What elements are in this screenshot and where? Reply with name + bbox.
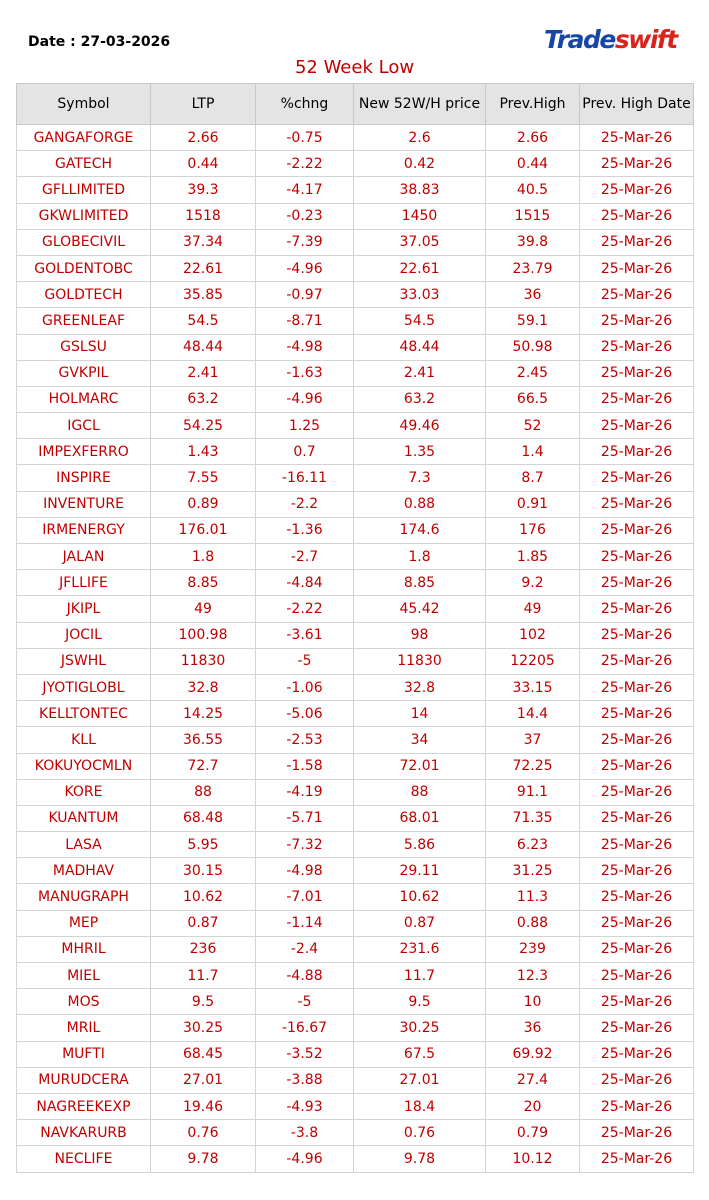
prev-high-cell: 59.1	[486, 308, 580, 334]
change-cell: 1.25	[256, 413, 354, 439]
symbol-cell: IGCL	[17, 413, 151, 439]
table-row	[17, 858, 694, 884]
ltp-cell: 54.5	[151, 308, 256, 334]
change-cell: -0.75	[256, 125, 354, 151]
new-52w-price-cell: 37.05	[354, 229, 486, 255]
column-header-prev-high: Prev.High	[486, 84, 580, 125]
symbol-cell: KUANTUM	[17, 805, 151, 831]
table-row	[17, 1120, 694, 1146]
symbol-cell: NAGREEKEXP	[17, 1093, 151, 1119]
prev-high-date-cell: 25-Mar-26	[580, 544, 694, 570]
ltp-cell: 100.98	[151, 622, 256, 648]
symbol-cell: JALAN	[17, 544, 151, 570]
ltp-cell: 8.85	[151, 570, 256, 596]
ltp-cell: 1.43	[151, 439, 256, 465]
ltp-cell: 22.61	[151, 255, 256, 281]
table-row	[17, 1146, 694, 1172]
prev-high-cell: 2.66	[486, 125, 580, 151]
table-row	[17, 439, 694, 465]
symbol-cell: MHRIL	[17, 936, 151, 962]
prev-high-cell: 36	[486, 282, 580, 308]
new-52w-price-cell: 49.46	[354, 413, 486, 439]
table-row	[17, 125, 694, 151]
table-row	[17, 1093, 694, 1119]
prev-high-cell: 0.44	[486, 151, 580, 177]
new-52w-price-cell: 32.8	[354, 674, 486, 700]
ltp-cell: 39.3	[151, 177, 256, 203]
symbol-cell: GLOBECIVIL	[17, 229, 151, 255]
symbol-cell: MRIL	[17, 1015, 151, 1041]
ltp-cell: 0.87	[151, 910, 256, 936]
new-52w-price-cell: 9.5	[354, 989, 486, 1015]
prev-high-cell: 20	[486, 1093, 580, 1119]
ltp-cell: 9.5	[151, 989, 256, 1015]
prev-high-cell: 40.5	[486, 177, 580, 203]
ltp-cell: 48.44	[151, 334, 256, 360]
prev-high-date-cell: 25-Mar-26	[580, 701, 694, 727]
prev-high-cell: 176	[486, 517, 580, 543]
ltp-cell: 1.8	[151, 544, 256, 570]
symbol-cell: JSWHL	[17, 648, 151, 674]
change-cell: -2.22	[256, 151, 354, 177]
new-52w-price-cell: 0.88	[354, 491, 486, 517]
new-52w-price-cell: 29.11	[354, 858, 486, 884]
change-cell: -1.14	[256, 910, 354, 936]
new-52w-price-cell: 33.03	[354, 282, 486, 308]
brand-logo-part1: Trade	[544, 25, 615, 54]
prev-high-cell: 12205	[486, 648, 580, 674]
prev-high-date-cell: 25-Mar-26	[580, 465, 694, 491]
prev-high-cell: 27.4	[486, 1067, 580, 1093]
prev-high-date-cell: 25-Mar-26	[580, 439, 694, 465]
change-cell: -3.8	[256, 1120, 354, 1146]
new-52w-price-cell: 72.01	[354, 753, 486, 779]
ltp-cell: 0.76	[151, 1120, 256, 1146]
ltp-cell: 10.62	[151, 884, 256, 910]
ltp-cell: 54.25	[151, 413, 256, 439]
prev-high-date-cell: 25-Mar-26	[580, 1015, 694, 1041]
new-52w-price-cell: 1450	[354, 203, 486, 229]
table-row	[17, 727, 694, 753]
symbol-cell: GANGAFORGE	[17, 125, 151, 151]
prev-high-date-cell: 25-Mar-26	[580, 832, 694, 858]
prev-high-date-cell: 25-Mar-26	[580, 413, 694, 439]
prev-high-cell: 2.45	[486, 360, 580, 386]
symbol-cell: KORE	[17, 779, 151, 805]
table-row	[17, 517, 694, 543]
table-body	[17, 125, 694, 1173]
prev-high-cell: 36	[486, 1015, 580, 1041]
change-cell: -3.88	[256, 1067, 354, 1093]
table-row	[17, 203, 694, 229]
ltp-cell: 11.7	[151, 963, 256, 989]
new-52w-price-cell: 18.4	[354, 1093, 486, 1119]
table-row	[17, 910, 694, 936]
symbol-cell: NAVKARURB	[17, 1120, 151, 1146]
symbol-cell: KELLTONTEC	[17, 701, 151, 727]
brand-logo-part2: swift	[614, 25, 677, 54]
symbol-cell: INSPIRE	[17, 465, 151, 491]
column-header-prev-high-date: Prev. High Date	[580, 84, 694, 125]
change-cell: -7.39	[256, 229, 354, 255]
change-cell: -7.01	[256, 884, 354, 910]
ltp-cell: 2.66	[151, 125, 256, 151]
prev-high-date-cell: 25-Mar-26	[580, 1093, 694, 1119]
prev-high-date-cell: 25-Mar-26	[580, 491, 694, 517]
ltp-cell: 36.55	[151, 727, 256, 753]
symbol-cell: JOCIL	[17, 622, 151, 648]
table-row	[17, 622, 694, 648]
brand-logo	[544, 24, 677, 56]
change-cell: -5.71	[256, 805, 354, 831]
prev-high-cell: 12.3	[486, 963, 580, 989]
ltp-cell: 1518	[151, 203, 256, 229]
new-52w-price-cell: 10.62	[354, 884, 486, 910]
prev-high-cell: 1.85	[486, 544, 580, 570]
prev-high-date-cell: 25-Mar-26	[580, 858, 694, 884]
ltp-cell: 30.15	[151, 858, 256, 884]
symbol-cell: GOLDENTOBC	[17, 255, 151, 281]
ltp-cell: 176.01	[151, 517, 256, 543]
symbol-cell: MANUGRAPH	[17, 884, 151, 910]
prev-high-cell: 14.4	[486, 701, 580, 727]
change-cell: -1.63	[256, 360, 354, 386]
symbol-cell: GVKPIL	[17, 360, 151, 386]
table-row	[17, 674, 694, 700]
ltp-cell: 19.46	[151, 1093, 256, 1119]
page-title: 52 Week Low	[294, 57, 415, 78]
prev-high-cell: 6.23	[486, 832, 580, 858]
new-52w-price-cell: 0.42	[354, 151, 486, 177]
prev-high-cell: 1515	[486, 203, 580, 229]
new-52w-price-cell: 174.6	[354, 517, 486, 543]
report-date: Date : 27-03-2026	[28, 34, 171, 50]
symbol-cell: KOKUYOCMLN	[17, 753, 151, 779]
change-cell: -4.98	[256, 858, 354, 884]
prev-high-cell: 239	[486, 936, 580, 962]
prev-high-date-cell: 25-Mar-26	[580, 963, 694, 989]
symbol-cell: KLL	[17, 727, 151, 753]
column-header-change: %chng	[256, 84, 354, 125]
prev-high-date-cell: 25-Mar-26	[580, 386, 694, 412]
prev-high-cell: 102	[486, 622, 580, 648]
prev-high-cell: 10.12	[486, 1146, 580, 1172]
change-cell: -1.06	[256, 674, 354, 700]
table-row	[17, 413, 694, 439]
prev-high-cell: 0.79	[486, 1120, 580, 1146]
table-row	[17, 308, 694, 334]
symbol-cell: MEP	[17, 910, 151, 936]
change-cell: -5	[256, 989, 354, 1015]
prev-high-date-cell: 25-Mar-26	[580, 936, 694, 962]
ltp-cell: 88	[151, 779, 256, 805]
prev-high-date-cell: 25-Mar-26	[580, 622, 694, 648]
ltp-cell: 35.85	[151, 282, 256, 308]
prev-high-date-cell: 25-Mar-26	[580, 151, 694, 177]
table-row	[17, 255, 694, 281]
symbol-cell: GSLSU	[17, 334, 151, 360]
new-52w-price-cell: 231.6	[354, 936, 486, 962]
prev-high-date-cell: 25-Mar-26	[580, 517, 694, 543]
new-52w-price-cell: 0.87	[354, 910, 486, 936]
table-row	[17, 229, 694, 255]
prev-high-cell: 52	[486, 413, 580, 439]
change-cell: -2.22	[256, 596, 354, 622]
table-row	[17, 989, 694, 1015]
prev-high-cell: 71.35	[486, 805, 580, 831]
prev-high-cell: 0.91	[486, 491, 580, 517]
table-row	[17, 753, 694, 779]
new-52w-price-cell: 11.7	[354, 963, 486, 989]
change-cell: -3.61	[256, 622, 354, 648]
change-cell: -16.11	[256, 465, 354, 491]
change-cell: -5.06	[256, 701, 354, 727]
table-row	[17, 386, 694, 412]
new-52w-price-cell: 48.44	[354, 334, 486, 360]
table-row	[17, 282, 694, 308]
change-cell: -4.88	[256, 963, 354, 989]
change-cell: -2.53	[256, 727, 354, 753]
table-row	[17, 334, 694, 360]
symbol-cell: HOLMARC	[17, 386, 151, 412]
prev-high-date-cell: 25-Mar-26	[580, 779, 694, 805]
prev-high-cell: 0.88	[486, 910, 580, 936]
symbol-cell: LASA	[17, 832, 151, 858]
table-row	[17, 1041, 694, 1067]
table-row	[17, 779, 694, 805]
new-52w-price-cell: 0.76	[354, 1120, 486, 1146]
ltp-cell: 27.01	[151, 1067, 256, 1093]
ltp-cell: 9.78	[151, 1146, 256, 1172]
table-row	[17, 177, 694, 203]
change-cell: -4.93	[256, 1093, 354, 1119]
change-cell: -8.71	[256, 308, 354, 334]
symbol-cell: MADHAV	[17, 858, 151, 884]
ltp-cell: 32.8	[151, 674, 256, 700]
change-cell: -0.97	[256, 282, 354, 308]
prev-high-cell: 69.92	[486, 1041, 580, 1067]
table-row	[17, 963, 694, 989]
prev-high-date-cell: 25-Mar-26	[580, 570, 694, 596]
table-row	[17, 1015, 694, 1041]
new-52w-price-cell: 14	[354, 701, 486, 727]
new-52w-price-cell: 45.42	[354, 596, 486, 622]
change-cell: -1.58	[256, 753, 354, 779]
prev-high-date-cell: 25-Mar-26	[580, 596, 694, 622]
symbol-cell: JKIPL	[17, 596, 151, 622]
ltp-cell: 2.41	[151, 360, 256, 386]
prev-high-cell: 50.98	[486, 334, 580, 360]
table-row	[17, 1067, 694, 1093]
column-header-symbol: Symbol	[17, 84, 151, 125]
table-row	[17, 936, 694, 962]
prev-high-date-cell: 25-Mar-26	[580, 1120, 694, 1146]
change-cell: -4.96	[256, 1146, 354, 1172]
ltp-cell: 30.25	[151, 1015, 256, 1041]
new-52w-price-cell: 54.5	[354, 308, 486, 334]
column-header-new-52w-price: New 52W/H price	[354, 84, 486, 125]
prev-high-cell: 9.2	[486, 570, 580, 596]
table-row	[17, 544, 694, 570]
change-cell: -4.98	[256, 334, 354, 360]
prev-high-cell: 1.4	[486, 439, 580, 465]
new-52w-price-cell: 27.01	[354, 1067, 486, 1093]
prev-high-date-cell: 25-Mar-26	[580, 1146, 694, 1172]
table-row	[17, 701, 694, 727]
prev-high-cell: 39.8	[486, 229, 580, 255]
prev-high-date-cell: 25-Mar-26	[580, 255, 694, 281]
symbol-cell: GREENLEAF	[17, 308, 151, 334]
prev-high-date-cell: 25-Mar-26	[580, 203, 694, 229]
change-cell: -0.23	[256, 203, 354, 229]
symbol-cell: IRMENERGY	[17, 517, 151, 543]
ltp-cell: 37.34	[151, 229, 256, 255]
symbol-cell: INVENTURE	[17, 491, 151, 517]
change-cell: -4.17	[256, 177, 354, 203]
new-52w-price-cell: 11830	[354, 648, 486, 674]
prev-high-date-cell: 25-Mar-26	[580, 308, 694, 334]
ltp-cell: 7.55	[151, 465, 256, 491]
new-52w-price-cell: 38.83	[354, 177, 486, 203]
symbol-cell: MOS	[17, 989, 151, 1015]
ltp-cell: 49	[151, 596, 256, 622]
prev-high-date-cell: 25-Mar-26	[580, 910, 694, 936]
prev-high-cell: 49	[486, 596, 580, 622]
prev-high-date-cell: 25-Mar-26	[580, 674, 694, 700]
change-cell: -4.96	[256, 386, 354, 412]
prev-high-cell: 10	[486, 989, 580, 1015]
new-52w-price-cell: 30.25	[354, 1015, 486, 1041]
ltp-cell: 11830	[151, 648, 256, 674]
prev-high-date-cell: 25-Mar-26	[580, 229, 694, 255]
new-52w-price-cell: 88	[354, 779, 486, 805]
prev-high-date-cell: 25-Mar-26	[580, 989, 694, 1015]
prev-high-cell: 23.79	[486, 255, 580, 281]
new-52w-price-cell: 5.86	[354, 832, 486, 858]
prev-high-cell: 91.1	[486, 779, 580, 805]
prev-high-cell: 31.25	[486, 858, 580, 884]
change-cell: -4.96	[256, 255, 354, 281]
prev-high-date-cell: 25-Mar-26	[580, 753, 694, 779]
table-row	[17, 596, 694, 622]
change-cell: -1.36	[256, 517, 354, 543]
prev-high-cell: 11.3	[486, 884, 580, 910]
prev-high-cell: 33.15	[486, 674, 580, 700]
new-52w-price-cell: 98	[354, 622, 486, 648]
new-52w-price-cell: 22.61	[354, 255, 486, 281]
change-cell: -7.32	[256, 832, 354, 858]
new-52w-price-cell: 1.35	[354, 439, 486, 465]
new-52w-price-cell: 68.01	[354, 805, 486, 831]
prev-high-date-cell: 25-Mar-26	[580, 177, 694, 203]
ltp-cell: 68.45	[151, 1041, 256, 1067]
ltp-cell: 0.89	[151, 491, 256, 517]
prev-high-cell: 66.5	[486, 386, 580, 412]
prev-high-date-cell: 25-Mar-26	[580, 334, 694, 360]
prev-high-date-cell: 25-Mar-26	[580, 648, 694, 674]
prev-high-date-cell: 25-Mar-26	[580, 1067, 694, 1093]
symbol-cell: MURUDCERA	[17, 1067, 151, 1093]
prev-high-date-cell: 25-Mar-26	[580, 805, 694, 831]
new-52w-price-cell: 1.8	[354, 544, 486, 570]
new-52w-price-cell: 7.3	[354, 465, 486, 491]
change-cell: -3.52	[256, 1041, 354, 1067]
prev-high-date-cell: 25-Mar-26	[580, 1041, 694, 1067]
symbol-cell: IMPEXFERRO	[17, 439, 151, 465]
table-row	[17, 465, 694, 491]
prev-high-date-cell: 25-Mar-26	[580, 125, 694, 151]
ltp-cell: 14.25	[151, 701, 256, 727]
symbol-cell: JFLLIFE	[17, 570, 151, 596]
prev-high-date-cell: 25-Mar-26	[580, 360, 694, 386]
new-52w-price-cell: 2.41	[354, 360, 486, 386]
table-header-row	[17, 84, 694, 125]
change-cell: -2.7	[256, 544, 354, 570]
prev-high-date-cell: 25-Mar-26	[580, 884, 694, 910]
symbol-cell: GKWLIMITED	[17, 203, 151, 229]
new-52w-price-cell: 9.78	[354, 1146, 486, 1172]
change-cell: -4.84	[256, 570, 354, 596]
new-52w-price-cell: 63.2	[354, 386, 486, 412]
table-row	[17, 570, 694, 596]
change-cell: -2.4	[256, 936, 354, 962]
table-row	[17, 151, 694, 177]
symbol-cell: MIEL	[17, 963, 151, 989]
table-row	[17, 832, 694, 858]
table-row	[17, 884, 694, 910]
prev-high-cell: 72.25	[486, 753, 580, 779]
ltp-cell: 68.48	[151, 805, 256, 831]
new-52w-price-cell: 67.5	[354, 1041, 486, 1067]
symbol-cell: GOLDTECH	[17, 282, 151, 308]
stock-table	[16, 83, 694, 1173]
new-52w-price-cell: 2.6	[354, 125, 486, 151]
change-cell: -16.67	[256, 1015, 354, 1041]
ltp-cell: 0.44	[151, 151, 256, 177]
table-row	[17, 648, 694, 674]
change-cell: -2.2	[256, 491, 354, 517]
symbol-cell: JYOTIGLOBL	[17, 674, 151, 700]
new-52w-price-cell: 8.85	[354, 570, 486, 596]
prev-high-cell: 8.7	[486, 465, 580, 491]
new-52w-price-cell: 34	[354, 727, 486, 753]
symbol-cell: MUFTI	[17, 1041, 151, 1067]
ltp-cell: 5.95	[151, 832, 256, 858]
column-header-ltp: LTP	[151, 84, 256, 125]
symbol-cell: GATECH	[17, 151, 151, 177]
prev-high-date-cell: 25-Mar-26	[580, 282, 694, 308]
table-row	[17, 805, 694, 831]
ltp-cell: 72.7	[151, 753, 256, 779]
change-cell: -4.19	[256, 779, 354, 805]
ltp-cell: 236	[151, 936, 256, 962]
prev-high-cell: 37	[486, 727, 580, 753]
table-row	[17, 360, 694, 386]
change-cell: -5	[256, 648, 354, 674]
symbol-cell: GFLLIMITED	[17, 177, 151, 203]
change-cell: 0.7	[256, 439, 354, 465]
ltp-cell: 63.2	[151, 386, 256, 412]
table-row	[17, 491, 694, 517]
symbol-cell: NECLIFE	[17, 1146, 151, 1172]
prev-high-date-cell: 25-Mar-26	[580, 727, 694, 753]
